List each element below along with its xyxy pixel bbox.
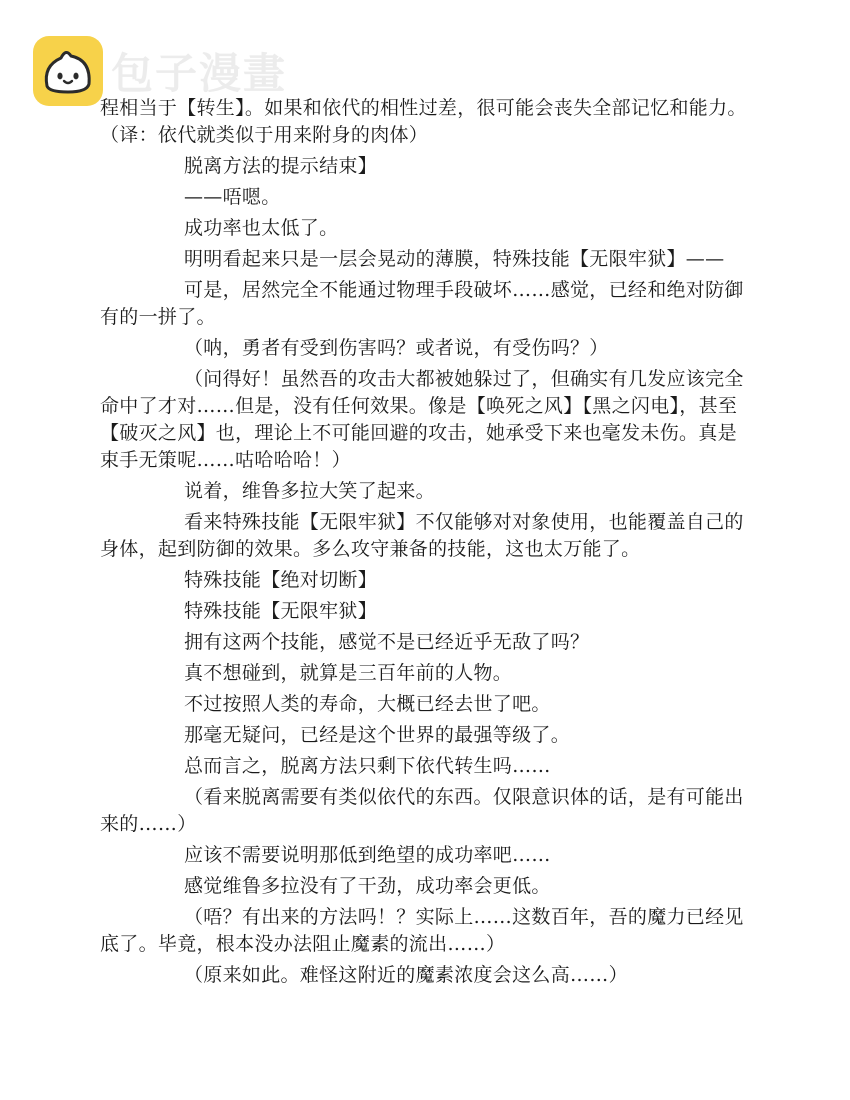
paragraph: 拥有这两个技能，感觉不是已经近乎无敌了吗？ bbox=[184, 631, 590, 653]
watermark-text: 包子漫畫 bbox=[111, 49, 288, 98]
paragraph: （原来如此。难怪这附近的魔素浓度会这么高……） bbox=[184, 964, 628, 986]
paragraph: 不过按照人类的寿命，大概已经去世了吧。 bbox=[184, 693, 551, 715]
document-body bbox=[100, 95, 750, 989]
paragraph: （唔？有出来的方法吗！？实际上……这数百年，吾的魔力已经见底了。毕竟，根本没办法阻止魔素的流出……） bbox=[100, 906, 744, 955]
paragraph: 感觉维鲁多拉没有了干劲，成功率会更低。 bbox=[184, 875, 551, 897]
paragraph: （问得好！虽然吾的攻击大都被她躲过了，但确实有几发应该完全命中了才对……但是，没有任何效果。像是【唤死之风】【黑之闪电】，甚至【破灭之风】也，理论上不可能回避的攻击，她承受下来也毫发未伤。真是束手无策呢……咕哈哈哈！） bbox=[100, 368, 744, 471]
paragraph: 特殊技能【无限牢狱】 bbox=[184, 600, 378, 622]
paragraph: 看来特殊技能【无限牢狱】不仅能够对对象使用，也能覆盖自己的身体，起到防御的效果。多么攻守兼备的技能，这也太万能了。 bbox=[100, 511, 744, 560]
paragraph: 应该不需要说明那低到绝望的成功率吧…… bbox=[184, 844, 551, 866]
paragraph: 明明看起来只是一层会晃动的薄膜，特殊技能【无限牢狱】—— bbox=[184, 248, 725, 270]
bun-mascot-icon bbox=[33, 36, 103, 106]
paragraph: ——唔嗯。 bbox=[184, 186, 281, 208]
paragraph: 成功率也太低了。 bbox=[184, 217, 339, 239]
paragraph: （看来脱离需要有类似依代的东西。仅限意识体的话，是有可能出来的……） bbox=[100, 786, 744, 835]
paragraph: 可是，居然完全不能通过物理手段破坏……感觉，已经和绝对防御有的一拼了。 bbox=[100, 279, 744, 328]
paragraph: 程相当于【转生】。如果和依代的相性过差，很可能会丧失全部记忆和能力。（译：依代就类似于用来附身的肉体） bbox=[100, 97, 747, 146]
paragraph: 总而言之，脱离方法只剩下依代转生吗…… bbox=[184, 755, 551, 777]
paragraph: （呐，勇者有受到伤害吗？或者说，有受伤吗？） bbox=[184, 337, 609, 359]
paragraph: 脱离方法的提示结束】 bbox=[184, 155, 378, 177]
paragraph: 那毫无疑问，已经是这个世界的最强等级了。 bbox=[184, 724, 571, 746]
paragraph: 特殊技能【绝对切断】 bbox=[184, 569, 378, 591]
paragraph: 真不想碰到，就算是三百年前的人物。 bbox=[184, 662, 513, 684]
paragraph: 说着，维鲁多拉大笑了起来。 bbox=[184, 480, 435, 502]
